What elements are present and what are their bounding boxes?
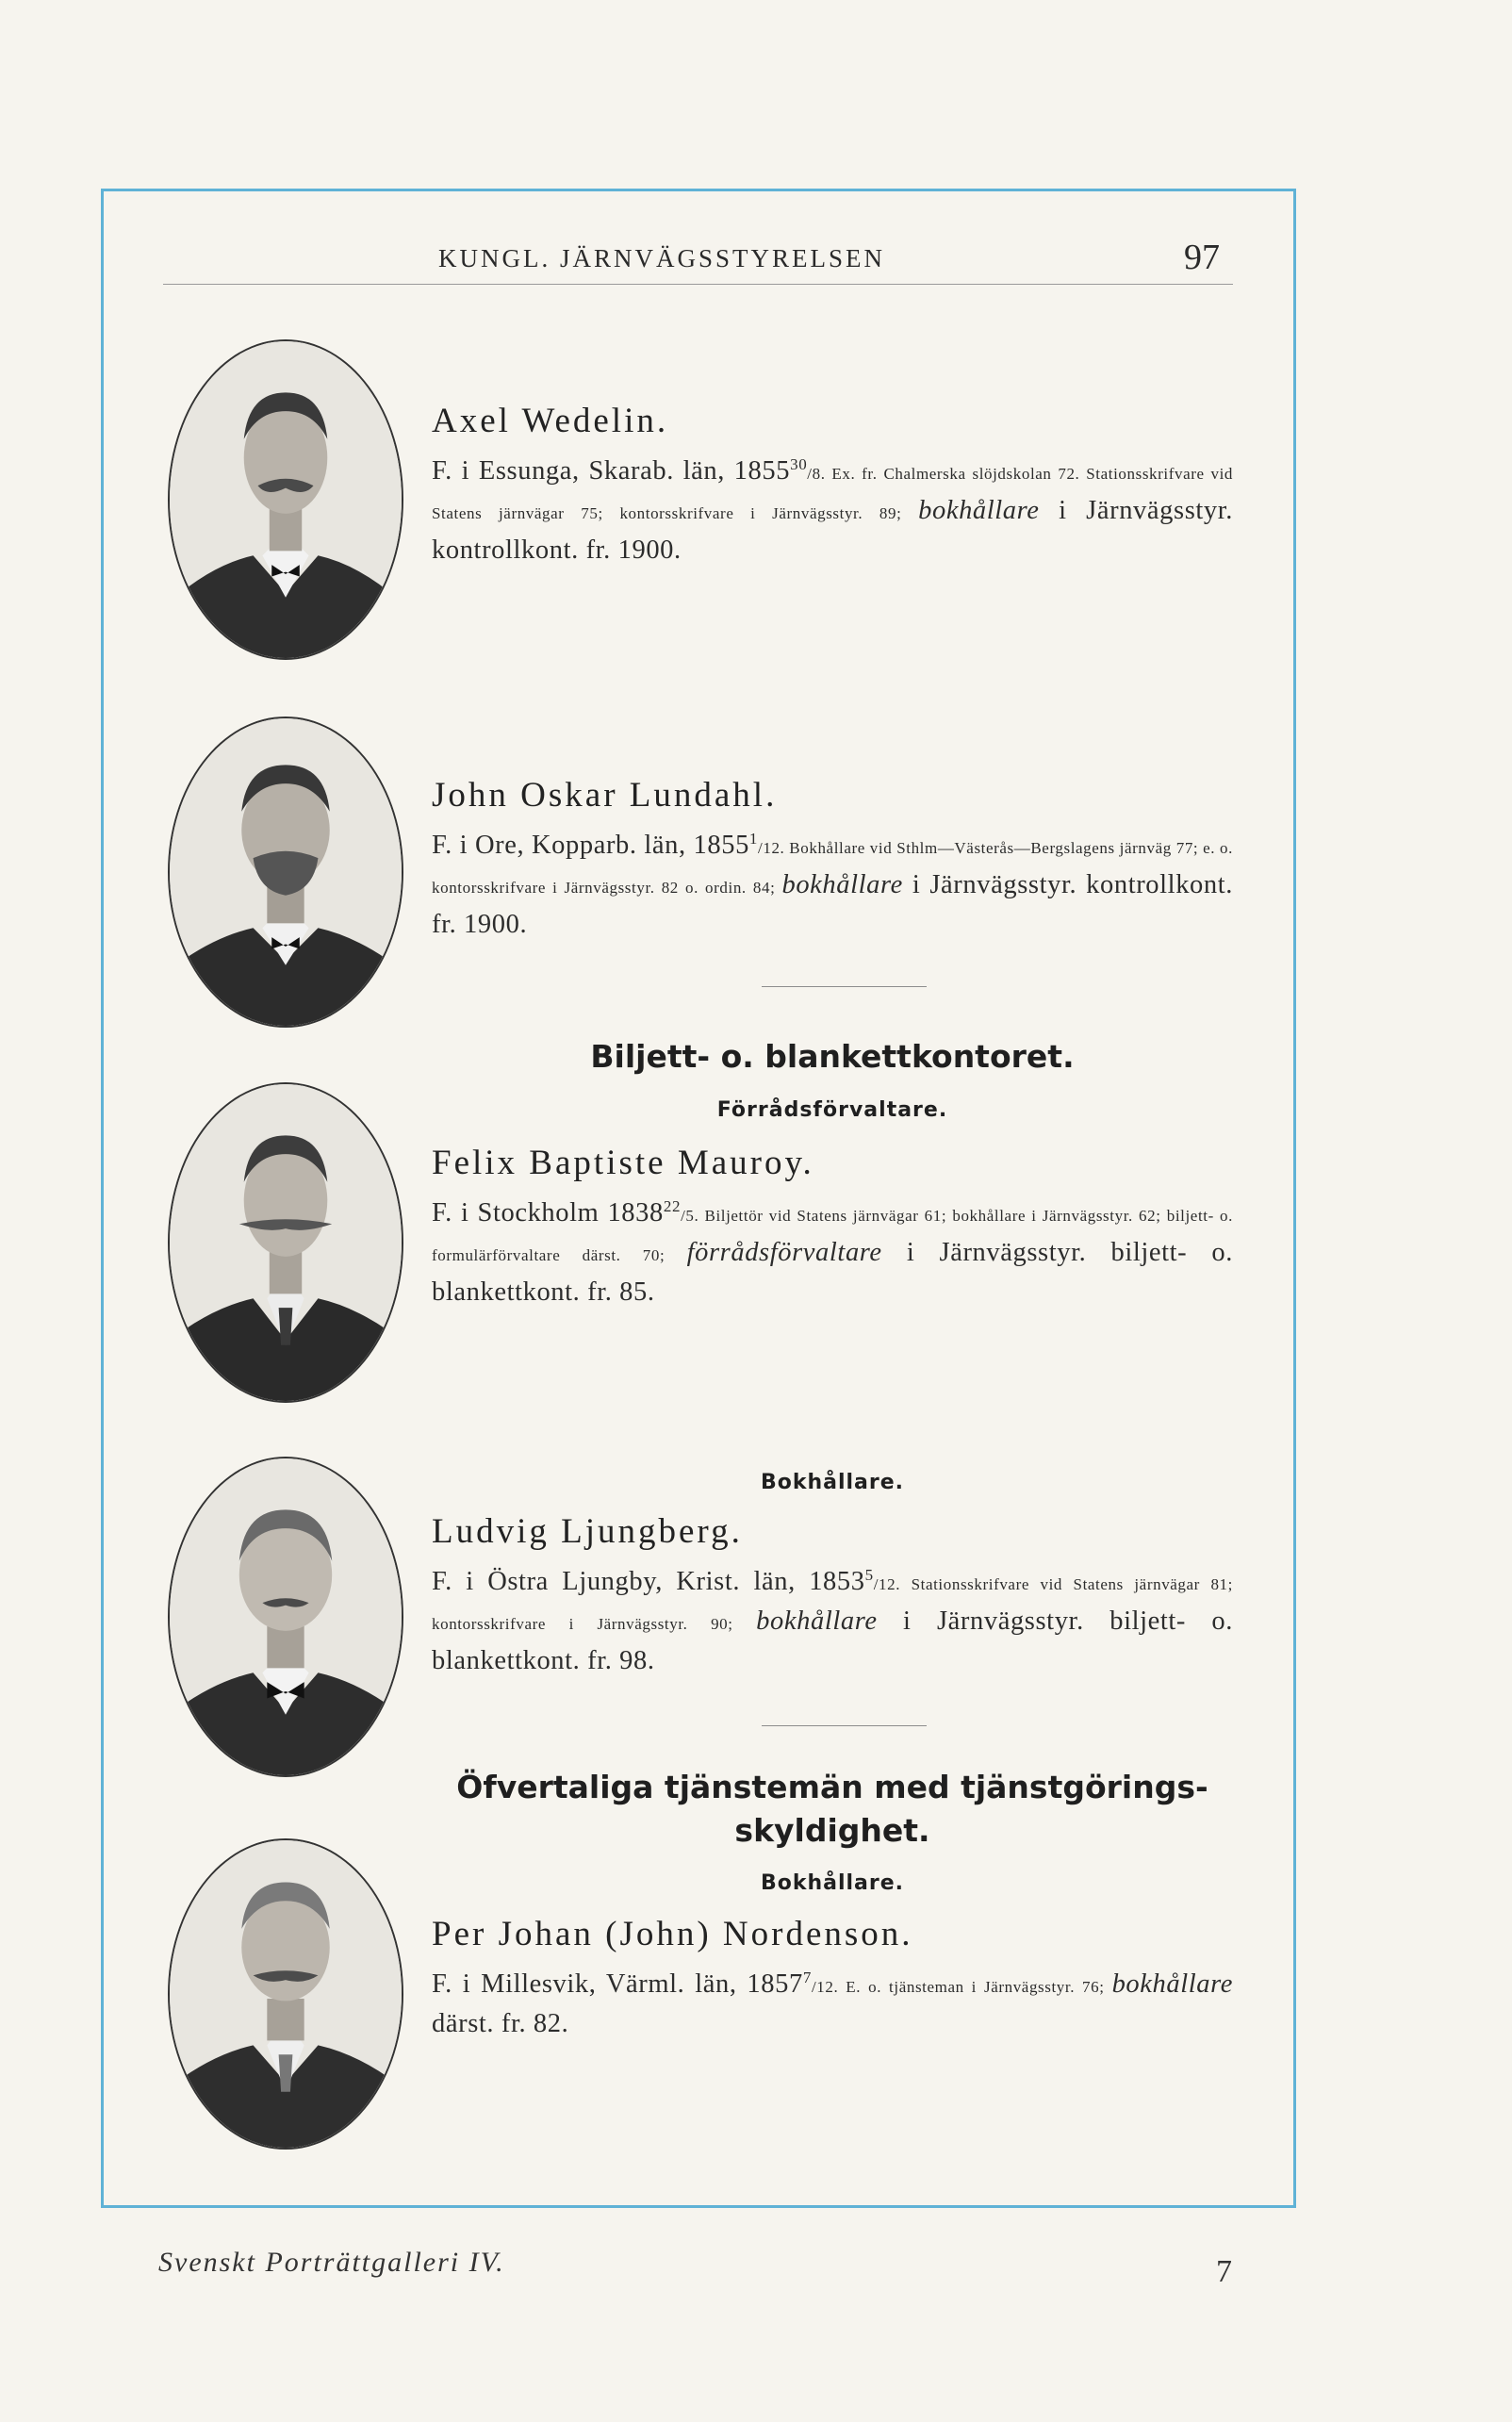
bio-superscript: 22 [663, 1197, 682, 1215]
bio-text: F. i Stockholm 1838 [432, 1198, 664, 1227]
subheading-bokhallare-2: Bokhållare. [760, 1871, 905, 1895]
page-number: 97 [1184, 238, 1220, 277]
subheading-forradsforvaltare: Förrådsförvaltare. [716, 1098, 948, 1122]
bio-superscript: 30 [790, 455, 808, 473]
bio-italic: bokhållare [756, 1606, 878, 1636]
bio-text: F. i Millesvik, Värml. län, 1857 [432, 1969, 803, 1999]
bio-superscript: 7 [802, 1969, 812, 1986]
person-bio [432, 453, 1233, 568]
portrait-ludvig-ljungberg [168, 1457, 403, 1777]
bio-text: /8. Ex. fr. Chalmerska slöjdskolan 72. Stationsskrifvare vid Statens järnvägar 75; kontorsskrifvare i Järnvägsstyr. 89; [432, 465, 1233, 522]
bio-text: i Järnvägsstyr. biljett- o. blankettkont. fr. 98. [432, 1606, 1233, 1675]
running-title: KUNGL. JÄRNVÄGSSTYRELSEN [438, 244, 886, 272]
bio-text: /12. E. o. tjänsteman i Järnvägsstyr. 76; [811, 1978, 1112, 1996]
bio-text: F. i Ore, Kopparb. län, 1855 [432, 831, 749, 860]
bio-italic: bokhållare [918, 496, 1040, 525]
person-name: Per Johan (John) Nordenson. [432, 1915, 913, 1953]
entry-axel-wedelin [432, 401, 1233, 568]
person-bio [432, 1966, 1233, 2042]
bio-text: i Järnvägsstyr. kontrollkont. fr. 1900. [432, 496, 1233, 565]
person-name: Felix Baptiste Mauroy. [432, 1144, 814, 1182]
heading-line: Öfvertaliga tjänstemän med tjänstgörings- [456, 1769, 1208, 1805]
divider-rule [762, 986, 927, 987]
bio-text: F. i Östra Ljungby, Krist. län, 1853 [432, 1567, 865, 1596]
bio-text: i Järnvägsstyr. biljett- o. blankettkont. fr. 85. [432, 1238, 1234, 1307]
portrait-john-oskar-lundahl [168, 717, 403, 1028]
section-heading-biljett: Biljett- o. blankettkontoret. [590, 1038, 1075, 1075]
bio-superscript: 5 [864, 1566, 874, 1584]
running-head [163, 240, 1233, 285]
section-heading-ofvertaliga [432, 1766, 1233, 1853]
portrait-per-johan-nordenson [168, 1838, 403, 2150]
entry-per-johan-nordenson [432, 1914, 1233, 2042]
heading-line: skyldighet. [734, 1812, 930, 1849]
portrait-felix-baptiste-mauroy [168, 1082, 403, 1403]
person-bio [432, 1563, 1233, 1679]
person-name: John Oskar Lundahl. [432, 776, 778, 815]
entry-ludvig-ljungberg [432, 1511, 1233, 1679]
subheading-bokhallare-1: Bokhållare. [760, 1471, 905, 1494]
entry-felix-baptiste-mauroy [432, 1143, 1233, 1310]
bio-text: /5. Biljettör vid Statens järnvägar 61; bokhållare i Järnvägsstyr. 62; biljett- o. formulärförvaltare därst. 70; [432, 1207, 1233, 1264]
footer-title: Svenskt Porträttgalleri IV. [158, 2247, 505, 2278]
divider-rule [762, 1725, 927, 1726]
portrait-axel-wedelin [168, 339, 403, 660]
entry-john-oskar-lundahl [432, 775, 1233, 943]
person-bio [432, 1195, 1233, 1310]
person-name: Ludvig Ljungberg. [432, 1512, 743, 1551]
person-bio [432, 827, 1233, 943]
bio-italic: bokhållare [1111, 1969, 1233, 1999]
bio-text: i Järnvägsstyr. kontrollkont. fr. 1900. [432, 870, 1233, 939]
bio-text: F. i Essunga, Skarab. län, 1855 [432, 456, 791, 486]
bio-text: /12. Bokhållare vid Sthlm—Västerås—Bergslagens järnväg 77; e. o. kontorsskrifvare i Järnvägsstyr. 82 o. ordin. 84; [432, 839, 1233, 897]
footer-sheet-number: 7 [1216, 2254, 1232, 2289]
bio-text: /12. Stationsskrifvare vid Statens järnvägar 81; kontorsskrifvare i Järnvägsstyr. 90; [432, 1575, 1233, 1633]
person-name: Axel Wedelin. [432, 402, 669, 440]
bio-text: därst. fr. 82. [432, 2009, 569, 2038]
bio-italic: bokhållare [781, 870, 903, 899]
bio-superscript: 1 [748, 830, 759, 848]
bio-italic: förrådsförvaltare [686, 1238, 882, 1267]
